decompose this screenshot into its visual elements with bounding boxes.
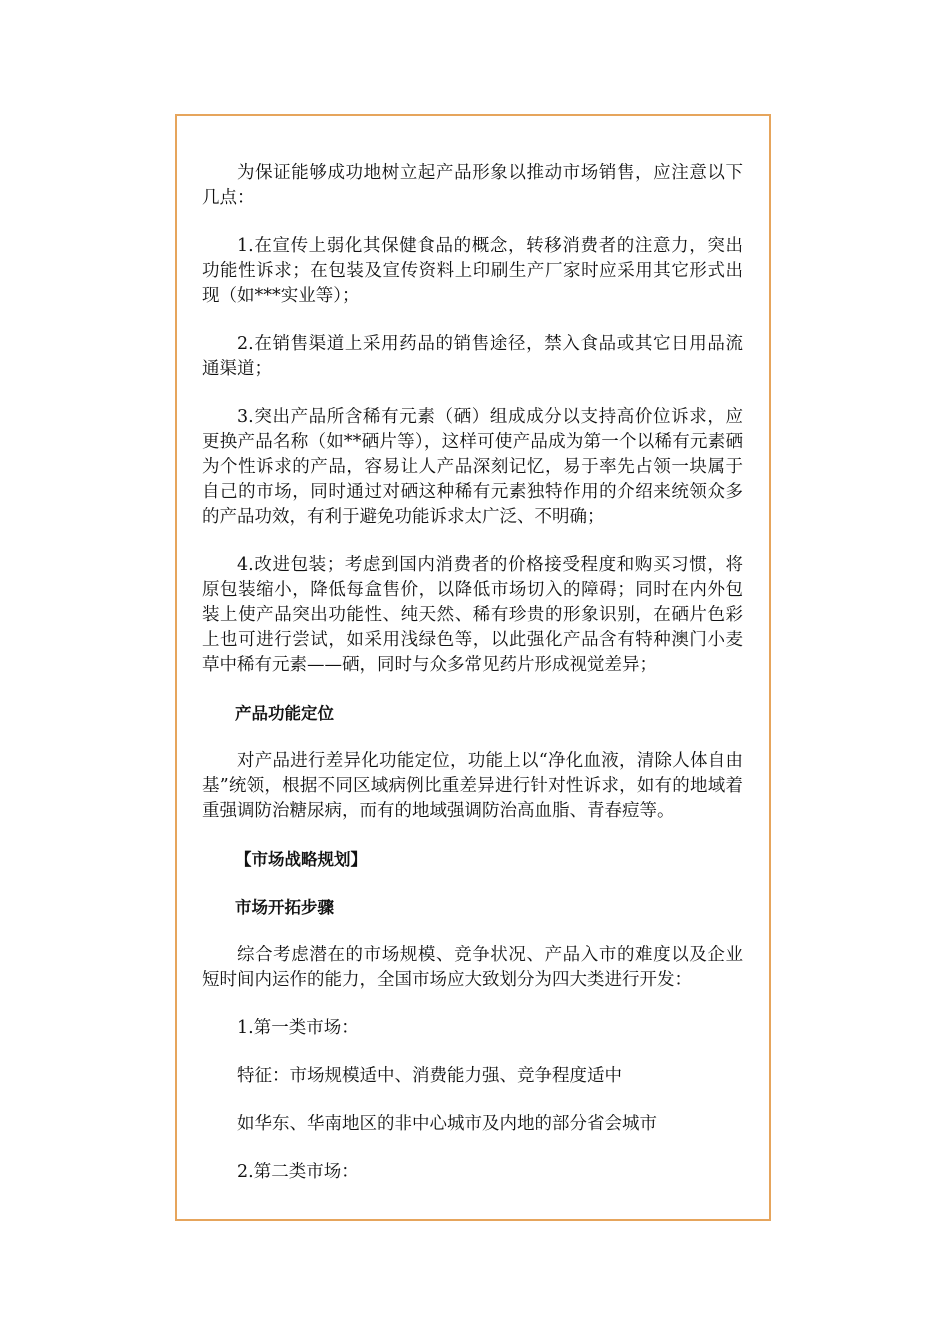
market-2-title: 2.第二类市场： <box>237 1162 359 1182</box>
point-3-paragraph: 3.突出产品所含稀有元素（硒）组成成分以支持高价位诉求，应更换产品名称（如**硒片等），这样可使产品成为第一个以稀有元素硒为个性诉求的产品，容易让人产品深刻记忆，易于率先占领一块属于自己的市场，同时通过对硒这种稀有元素独特作用的介绍来统领众多的产品功效，有利于避免功能诉求太广泛、不明确； <box>202 407 743 527</box>
section-heading-steps: 市场开拓步骤 <box>235 898 334 917</box>
steps-paragraph: 综合考虑潜在的市场规模、竞争状况、产品入市的难度以及企业短时间内运作的能力，全国市场应大致划分为四大类进行开发： <box>202 945 743 990</box>
page-frame <box>175 114 771 1221</box>
point-1-paragraph: 1.在宣传上弱化其保健食品的概念，转移消费者的注意力，突出功能性诉求；在包装及宣传资料上印刷生产厂家时应采用其它形式出现（如***实业等）； <box>202 236 743 306</box>
intro-paragraph: 为保证能够成功地树立起产品形象以推动市场销售，应注意以下几点： <box>202 163 743 208</box>
section-heading-strategy: 【市场战略规划】 <box>235 850 367 869</box>
market-1-title: 1.第一类市场： <box>237 1018 359 1038</box>
point-2-paragraph: 2.在销售渠道上采用药品的销售途径，禁入食品或其它日用品流通渠道； <box>202 334 743 379</box>
section-heading-function: 产品功能定位 <box>235 704 334 723</box>
document-body <box>202 161 743 1208</box>
market-1-examples: 如华东、华南地区的非中心城市及内地的部分省会城市 <box>237 1114 657 1134</box>
market-1-features: 特征：市场规模适中、消费能力强、竞争程度适中 <box>237 1066 622 1086</box>
function-paragraph: 对产品进行差异化功能定位，功能上以“净化血液，清除人体自由基”统领，根据不同区域病例比重差异进行针对性诉求，如有的地域着重强调防治糖尿病，而有的地域强调防治高血脂、青春痘等。 <box>202 751 743 821</box>
point-4-paragraph: 4.改进包装；考虑到国内消费者的价格接受程度和购买习惯，将原包装缩小，降低每盒售价，以降低市场切入的障碍；同时在内外包装上使产品突出功能性、纯天然、稀有珍贵的形象识别，在硒片色彩上也可进行尝试，如采用浅绿色等，以此强化产品含有特种澳门小麦草中稀有元素——硒，同时与众多常见药片形成视觉差异； <box>202 555 743 675</box>
